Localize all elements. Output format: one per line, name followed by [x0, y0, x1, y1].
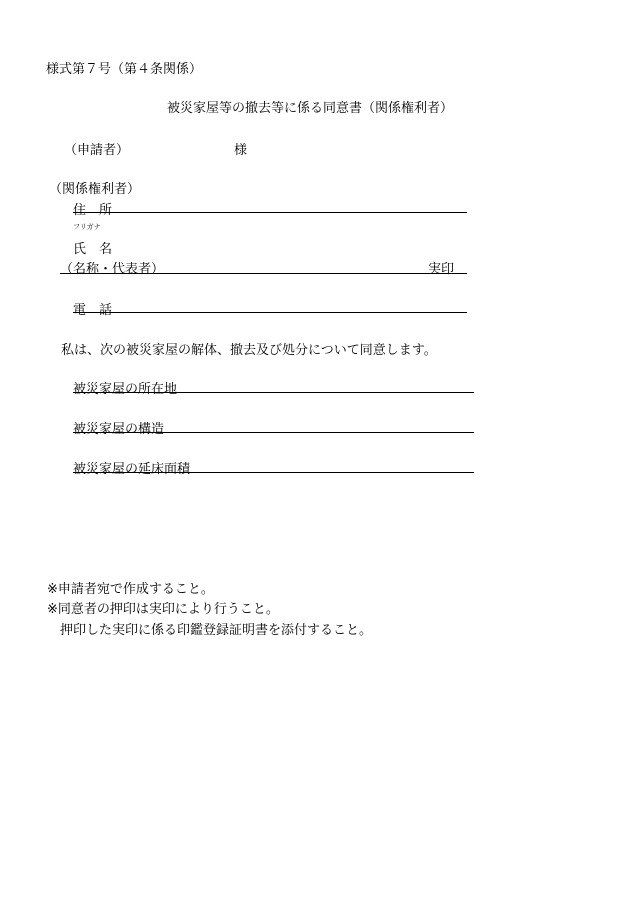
furigana-label: フリガナ — [73, 223, 101, 231]
name-label: 氏 名 — [73, 242, 113, 257]
name-field-line[interactable] — [60, 273, 467, 274]
note-2: ※同意者の押印は実印により行うこと。 — [47, 602, 279, 617]
property-location-label: 被災家屋の所在地 — [73, 382, 178, 397]
applicant-honorific: 様 — [234, 143, 248, 158]
property-structure-line[interactable] — [73, 432, 474, 433]
rights-holder-label: （関係権利者） — [49, 182, 141, 197]
note-1: ※申請者宛で作成すること。 — [47, 582, 214, 597]
phone-field-line[interactable] — [73, 312, 467, 313]
consent-statement: 私は、次の被災家屋の解体、撤去及び処分について同意します。 — [61, 343, 437, 358]
property-structure-label: 被災家屋の構造 — [73, 422, 165, 437]
address-label: 住 所 — [73, 203, 113, 218]
property-location-line[interactable] — [73, 392, 474, 393]
property-floor-area-label: 被災家屋の延床面積 — [73, 462, 191, 477]
document-title: 被災家屋等の撤去等に係る同意書（関係権利者） — [167, 101, 454, 116]
address-field-line[interactable] — [73, 212, 467, 213]
seal-label: 実印 — [428, 262, 455, 277]
property-floor-area-line[interactable] — [73, 472, 474, 473]
phone-label: 電 話 — [73, 303, 113, 318]
name-sub-label: （名称・代表者） — [60, 262, 165, 277]
note-3: 押印した実印に係る印鑑登録証明書を添付すること。 — [47, 623, 373, 638]
form-number: 様式第７号（第４条関係） — [46, 62, 203, 77]
applicant-label: （申請者） — [64, 143, 130, 158]
